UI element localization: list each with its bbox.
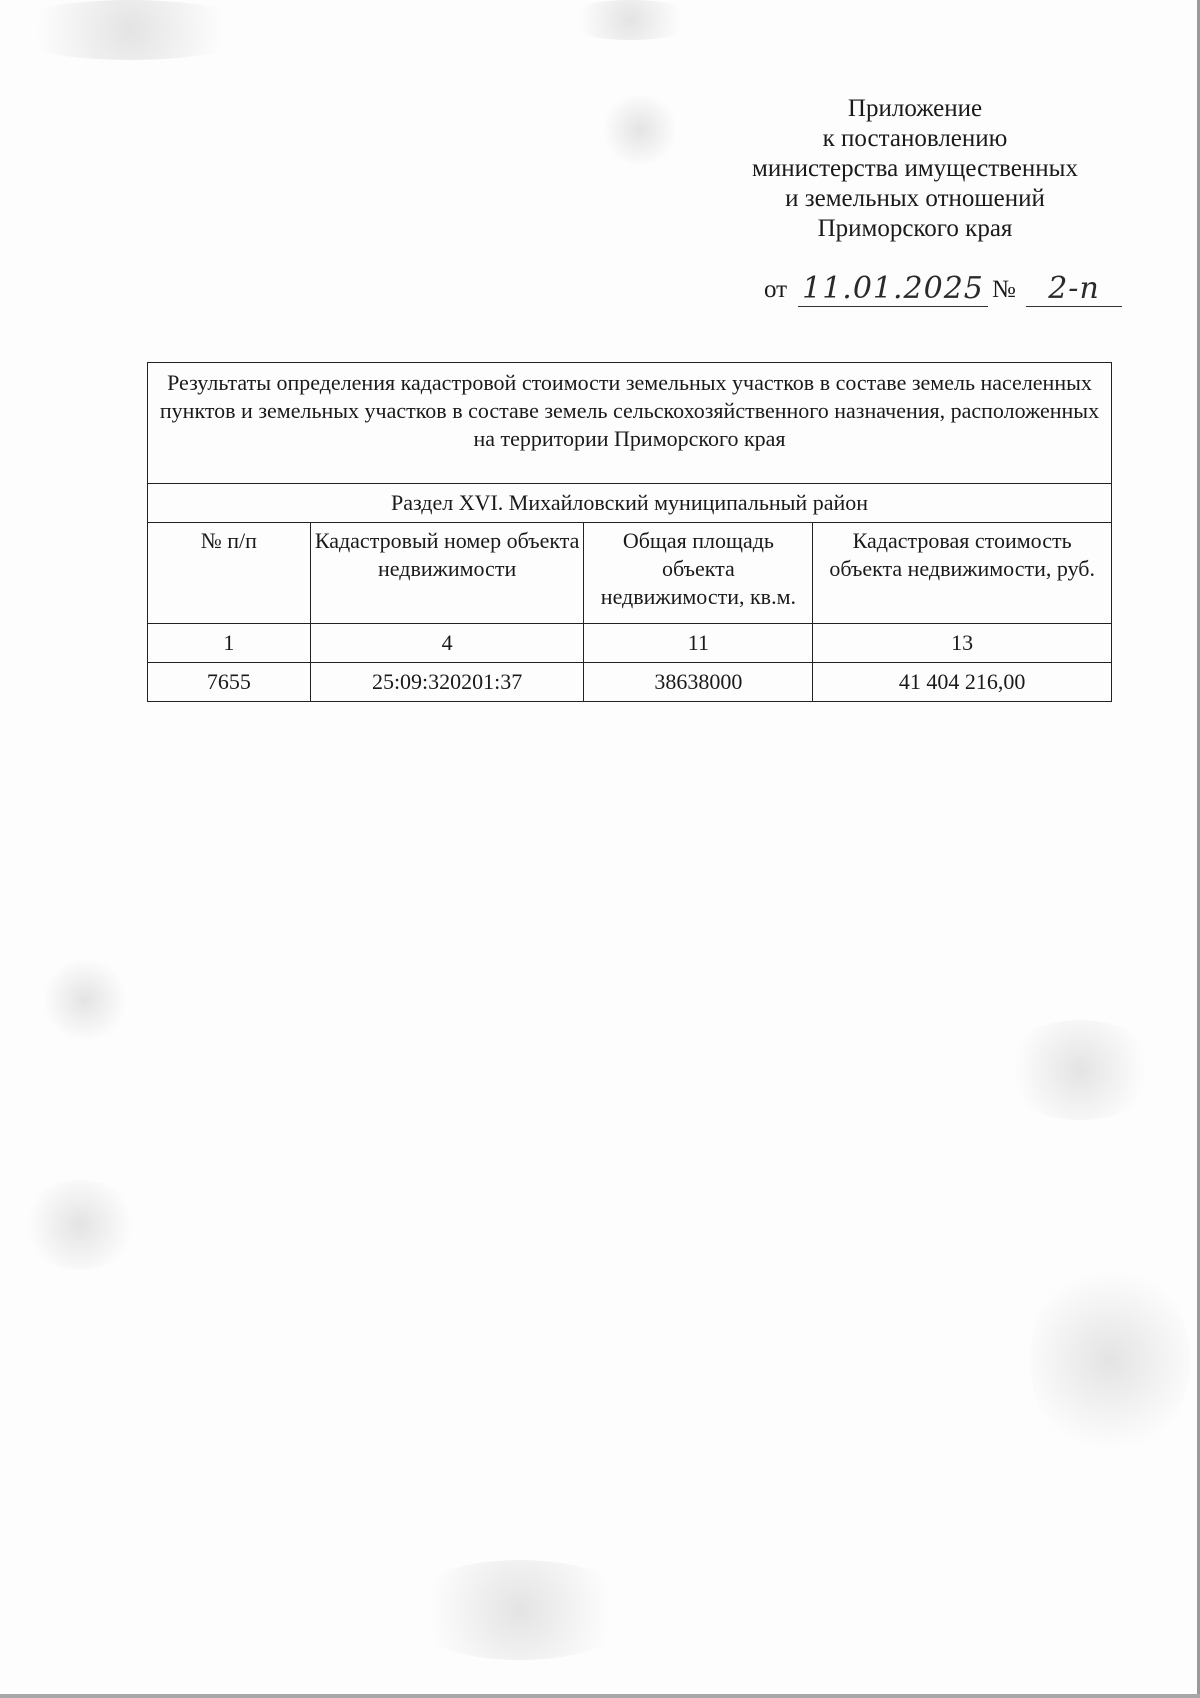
appendix-line: Приложение <box>847 95 983 122</box>
column-number: 1 <box>148 624 311 663</box>
table-title-row <box>148 363 1112 484</box>
column-header: Кадастровая стоимость объекта недвижимости, руб. <box>813 523 1112 624</box>
scan-noise <box>400 1560 640 1660</box>
column-header: № п/п <box>148 523 311 624</box>
scan-noise <box>600 95 680 165</box>
table-section-row <box>148 484 1112 523</box>
date-label: от <box>764 276 788 303</box>
decree-date-row <box>760 272 1140 312</box>
scan-edge <box>0 1694 1200 1698</box>
column-number: 11 <box>584 624 813 663</box>
appendix-line: Приморского края <box>817 215 1013 242</box>
appendix-line: министерства имущественных <box>752 155 1078 182</box>
scan-noise <box>0 0 260 60</box>
column-number: 4 <box>310 624 584 663</box>
section-title: Раздел XVI. Михайловский муниципальный район <box>148 484 1112 523</box>
scan-noise <box>20 1180 140 1270</box>
cadastral-value: 41 404 216,00 <box>813 663 1112 702</box>
row-index: 7655 <box>148 663 311 702</box>
column-header: Кадастровый номер объекта недвижимости <box>310 523 584 624</box>
scan-noise <box>1030 1260 1190 1460</box>
column-header: Общая площадь объекта недвижимости, кв.м. <box>584 523 813 624</box>
number-label: № <box>992 276 1016 303</box>
column-number-row <box>148 624 1112 663</box>
table-row <box>148 663 1112 702</box>
appendix-header <box>700 94 1130 244</box>
column-number: 13 <box>813 624 1112 663</box>
handwritten-number: 2-п <box>1026 272 1122 307</box>
handwritten-date: 11.01.2025 <box>798 272 988 307</box>
cadastral-number: 25:09:320201:37 <box>310 663 584 702</box>
table-title: Результаты определения кадастровой стоимости земельных участков в составе земель населенных пунктов и земельных участков в составе земель сельскохозяйственного назначения, расположенных на территории Приморского края <box>148 363 1112 484</box>
total-area: 38638000 <box>584 663 813 702</box>
table-header-row <box>148 523 1112 624</box>
scan-noise <box>1000 1020 1160 1120</box>
scan-noise <box>560 0 700 40</box>
scan-noise <box>40 960 130 1040</box>
appendix-line: к постановлению <box>822 125 1008 152</box>
cadastral-value-table <box>147 362 1112 702</box>
appendix-line: и земельных отношений <box>785 185 1045 212</box>
